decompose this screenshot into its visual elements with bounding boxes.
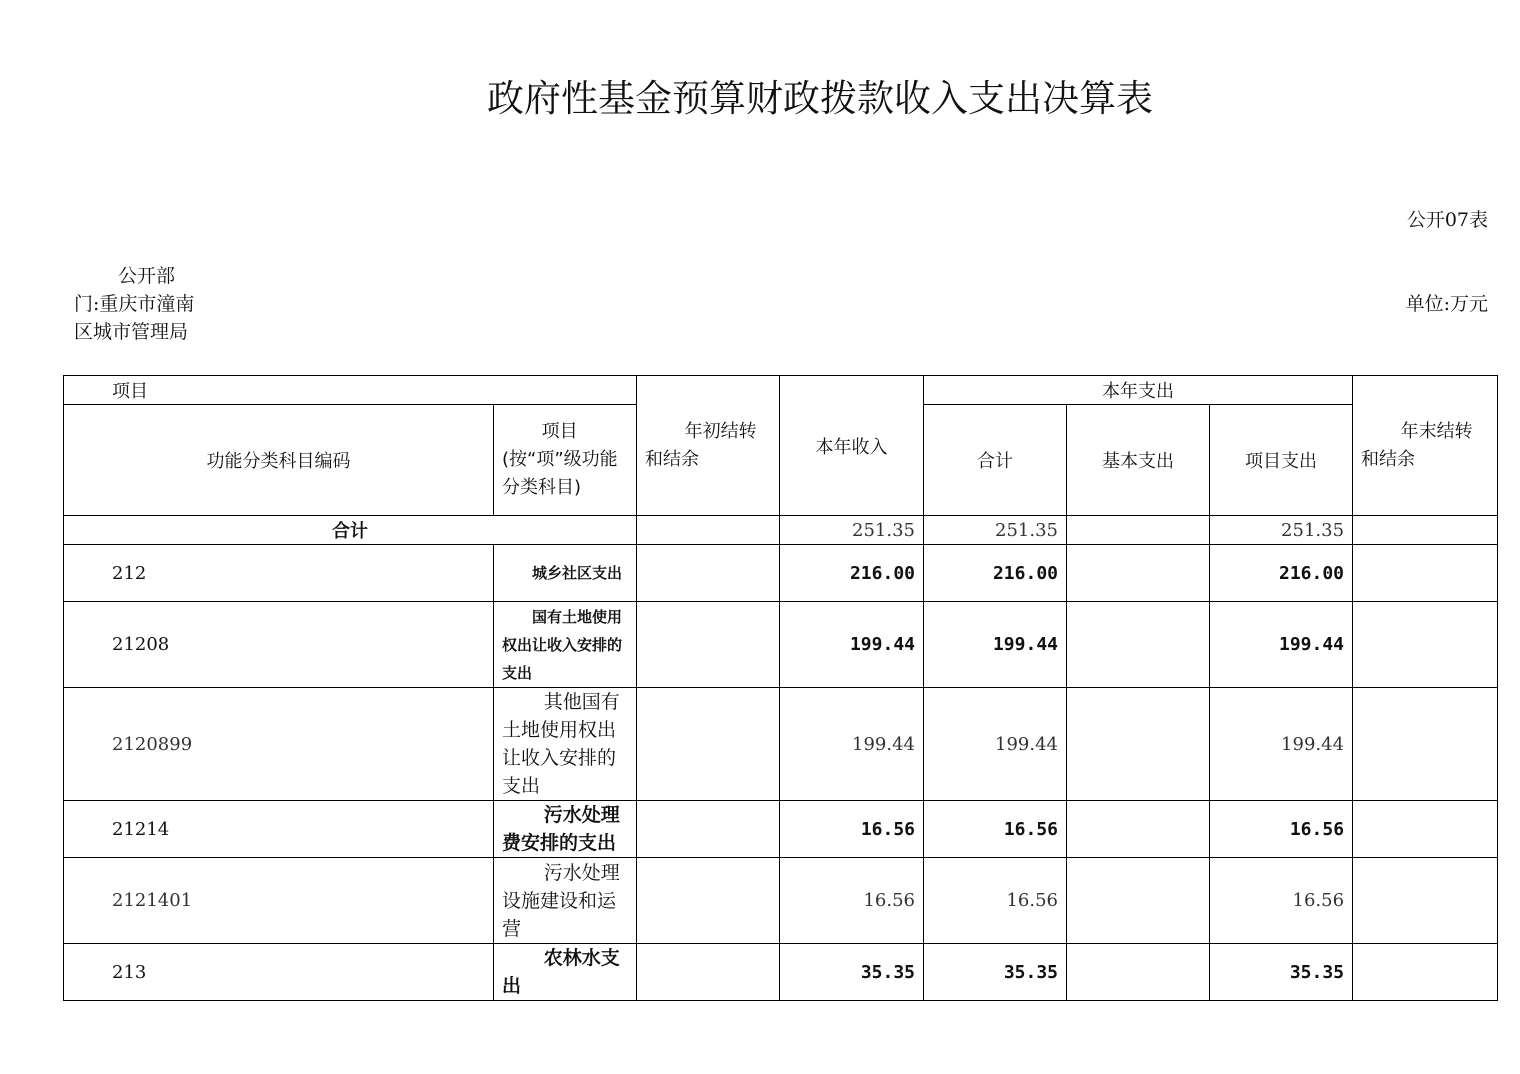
row-code: 21208 xyxy=(64,602,494,688)
total-row xyxy=(64,516,1498,545)
table-row xyxy=(64,602,1498,688)
row-carry-out xyxy=(1353,688,1498,801)
row-code: 21214 xyxy=(64,801,494,858)
row-name: 污水处理设施建设和运营 xyxy=(494,858,637,944)
row-carry-in xyxy=(637,858,780,944)
row-carry-in xyxy=(637,688,780,801)
row-name: 城乡社区支出 xyxy=(494,545,637,602)
row-income: 216.00 xyxy=(780,545,924,602)
row-total: 199.44 xyxy=(924,602,1067,688)
header-func-code: 功能分类科目编码 xyxy=(64,405,494,516)
department-label: 公开部门:重庆市潼南区城市管理局 xyxy=(74,265,195,343)
total-project: 251.35 xyxy=(1210,516,1353,545)
row-total: 35.35 xyxy=(924,944,1067,1001)
total-expense: 251.35 xyxy=(924,516,1067,545)
table-row xyxy=(64,858,1498,944)
total-carry-in xyxy=(637,516,780,545)
row-project: 199.44 xyxy=(1210,688,1353,801)
total-basic xyxy=(1067,516,1210,545)
row-carry-in xyxy=(637,602,780,688)
row-code: 2121401 xyxy=(64,858,494,944)
row-total: 16.56 xyxy=(924,801,1067,858)
table-row xyxy=(64,688,1498,801)
table-row xyxy=(64,944,1498,1001)
row-income: 16.56 xyxy=(780,801,924,858)
row-project: 16.56 xyxy=(1210,801,1353,858)
header-carry-in: 年初结转和结余 xyxy=(637,376,780,516)
row-project: 35.35 xyxy=(1210,944,1353,1001)
header-expense-group: 本年支出 xyxy=(924,376,1353,405)
form-code-label: 公开07表 xyxy=(1406,209,1488,231)
row-total: 199.44 xyxy=(924,688,1067,801)
row-basic xyxy=(1067,944,1210,1001)
row-basic xyxy=(1067,602,1210,688)
row-name: 农林水支出 xyxy=(494,944,637,1001)
row-basic xyxy=(1067,858,1210,944)
row-carry-in xyxy=(637,801,780,858)
row-basic xyxy=(1067,688,1210,801)
row-project: 199.44 xyxy=(1210,602,1353,688)
row-project: 16.56 xyxy=(1210,858,1353,944)
row-name: 污水处理费安排的支出 xyxy=(494,801,637,858)
row-carry-out xyxy=(1353,944,1498,1001)
row-income: 199.44 xyxy=(780,602,924,688)
row-carry-out xyxy=(1353,545,1498,602)
total-carry-out xyxy=(1353,516,1498,545)
row-carry-in xyxy=(637,545,780,602)
row-income: 35.35 xyxy=(780,944,924,1001)
unit-label: 单位:万元 xyxy=(1405,293,1488,315)
row-code: 213 xyxy=(64,944,494,1001)
row-carry-out xyxy=(1353,858,1498,944)
header-carry-out: 年末结转和结余 xyxy=(1353,376,1498,516)
header-total: 合计 xyxy=(924,405,1067,516)
table-row xyxy=(64,801,1498,858)
header-project: 项目支出 xyxy=(1210,405,1353,516)
row-code: 2120899 xyxy=(64,688,494,801)
page-title: 政府性基金预算财政拨款收入支出决算表 xyxy=(487,77,1153,120)
row-name: 其他国有土地使用权出让收入安排的支出 xyxy=(494,688,637,801)
header-item-name: 项目(按“项”级功能分类科目) xyxy=(494,405,637,516)
header-item: 项目 xyxy=(64,376,637,405)
row-carry-in xyxy=(637,944,780,1001)
table-row xyxy=(64,545,1498,602)
header-basic: 基本支出 xyxy=(1067,405,1210,516)
total-label: 合计 xyxy=(64,516,637,545)
row-code: 212 xyxy=(64,545,494,602)
row-name: 国有土地使用权出让收入安排的支出 xyxy=(494,602,637,688)
row-income: 16.56 xyxy=(780,858,924,944)
budget-table xyxy=(63,375,1498,1001)
row-carry-out xyxy=(1353,602,1498,688)
row-project: 216.00 xyxy=(1210,545,1353,602)
row-total: 16.56 xyxy=(924,858,1067,944)
row-carry-out xyxy=(1353,801,1498,858)
row-income: 199.44 xyxy=(780,688,924,801)
row-total: 216.00 xyxy=(924,545,1067,602)
total-income: 251.35 xyxy=(780,516,924,545)
row-basic xyxy=(1067,801,1210,858)
header-income: 本年收入 xyxy=(780,376,924,516)
row-basic xyxy=(1067,545,1210,602)
